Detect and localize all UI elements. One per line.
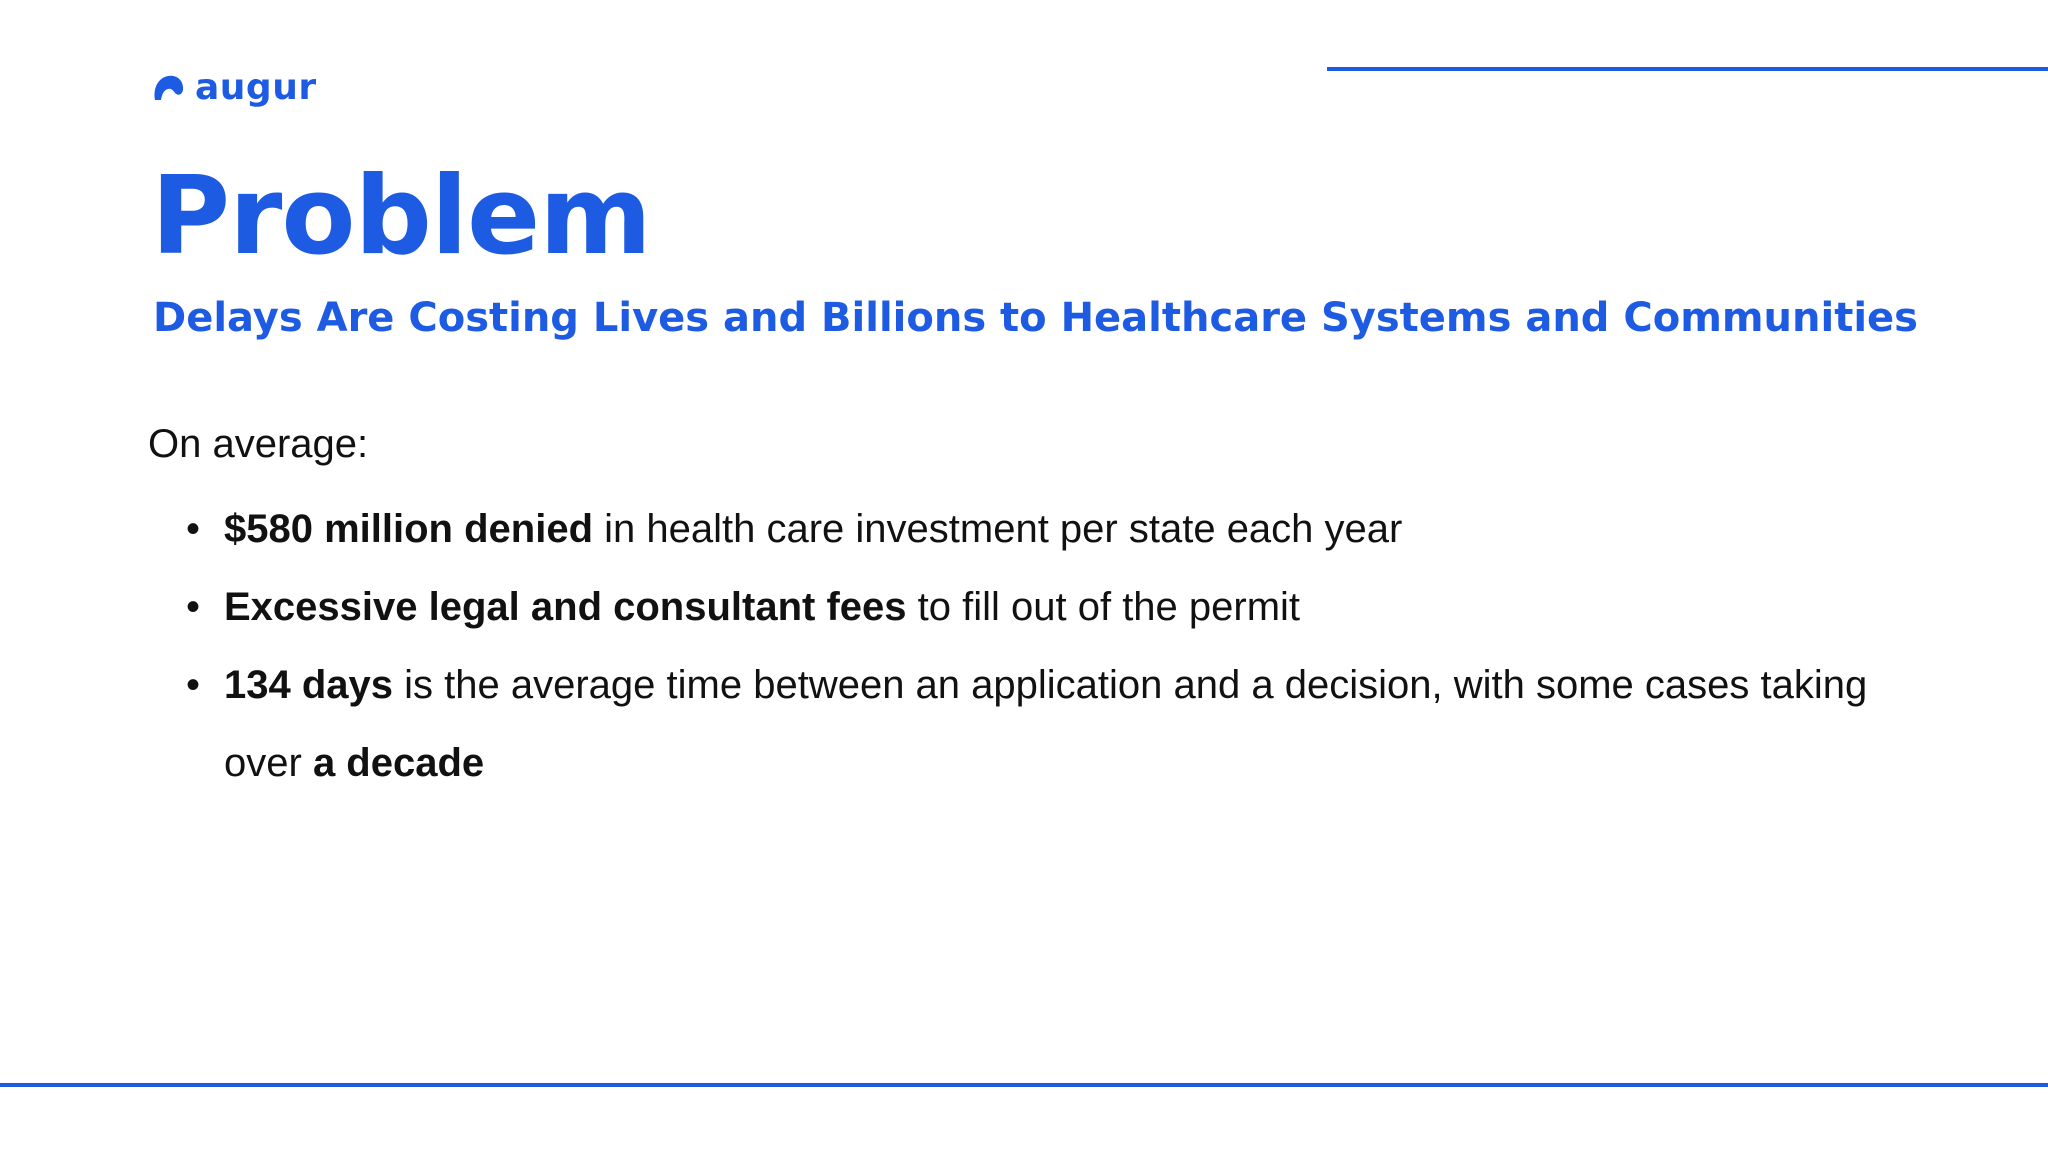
slide-title: Problem xyxy=(151,154,651,279)
bullet-item xyxy=(186,646,1904,802)
bird-head-icon xyxy=(151,72,185,104)
bullet-item xyxy=(186,568,1904,646)
bullet-highlight-end: a decade xyxy=(312,741,485,785)
bottom-divider-line xyxy=(0,1083,2048,1087)
bullet-text: in health care investment per state each year xyxy=(593,507,1403,551)
brand-logo xyxy=(151,67,317,108)
bullet-item xyxy=(186,490,1904,568)
bullet-dot-icon: • xyxy=(186,585,201,629)
bullet-highlight: Excessive legal and consultant fees xyxy=(224,585,907,629)
bullet-list xyxy=(186,490,1904,802)
intro-text: On average: xyxy=(148,422,369,466)
brand-name: augur xyxy=(195,67,317,108)
bullet-highlight: $580 million denied xyxy=(224,507,594,551)
bullet-text: to fill out of the permit xyxy=(906,585,1301,629)
bullet-dot-icon: • xyxy=(186,663,201,707)
slide-subtitle: Delays Are Costing Lives and Billions to Healthcare Systems and Communities xyxy=(153,295,1918,341)
bullet-text: is the average time between an application and a decision, with some cases taking over xyxy=(224,663,1868,785)
top-divider-line xyxy=(1327,67,2048,71)
bullet-highlight: 134 days xyxy=(224,663,394,707)
bullet-dot-icon: • xyxy=(186,507,201,551)
